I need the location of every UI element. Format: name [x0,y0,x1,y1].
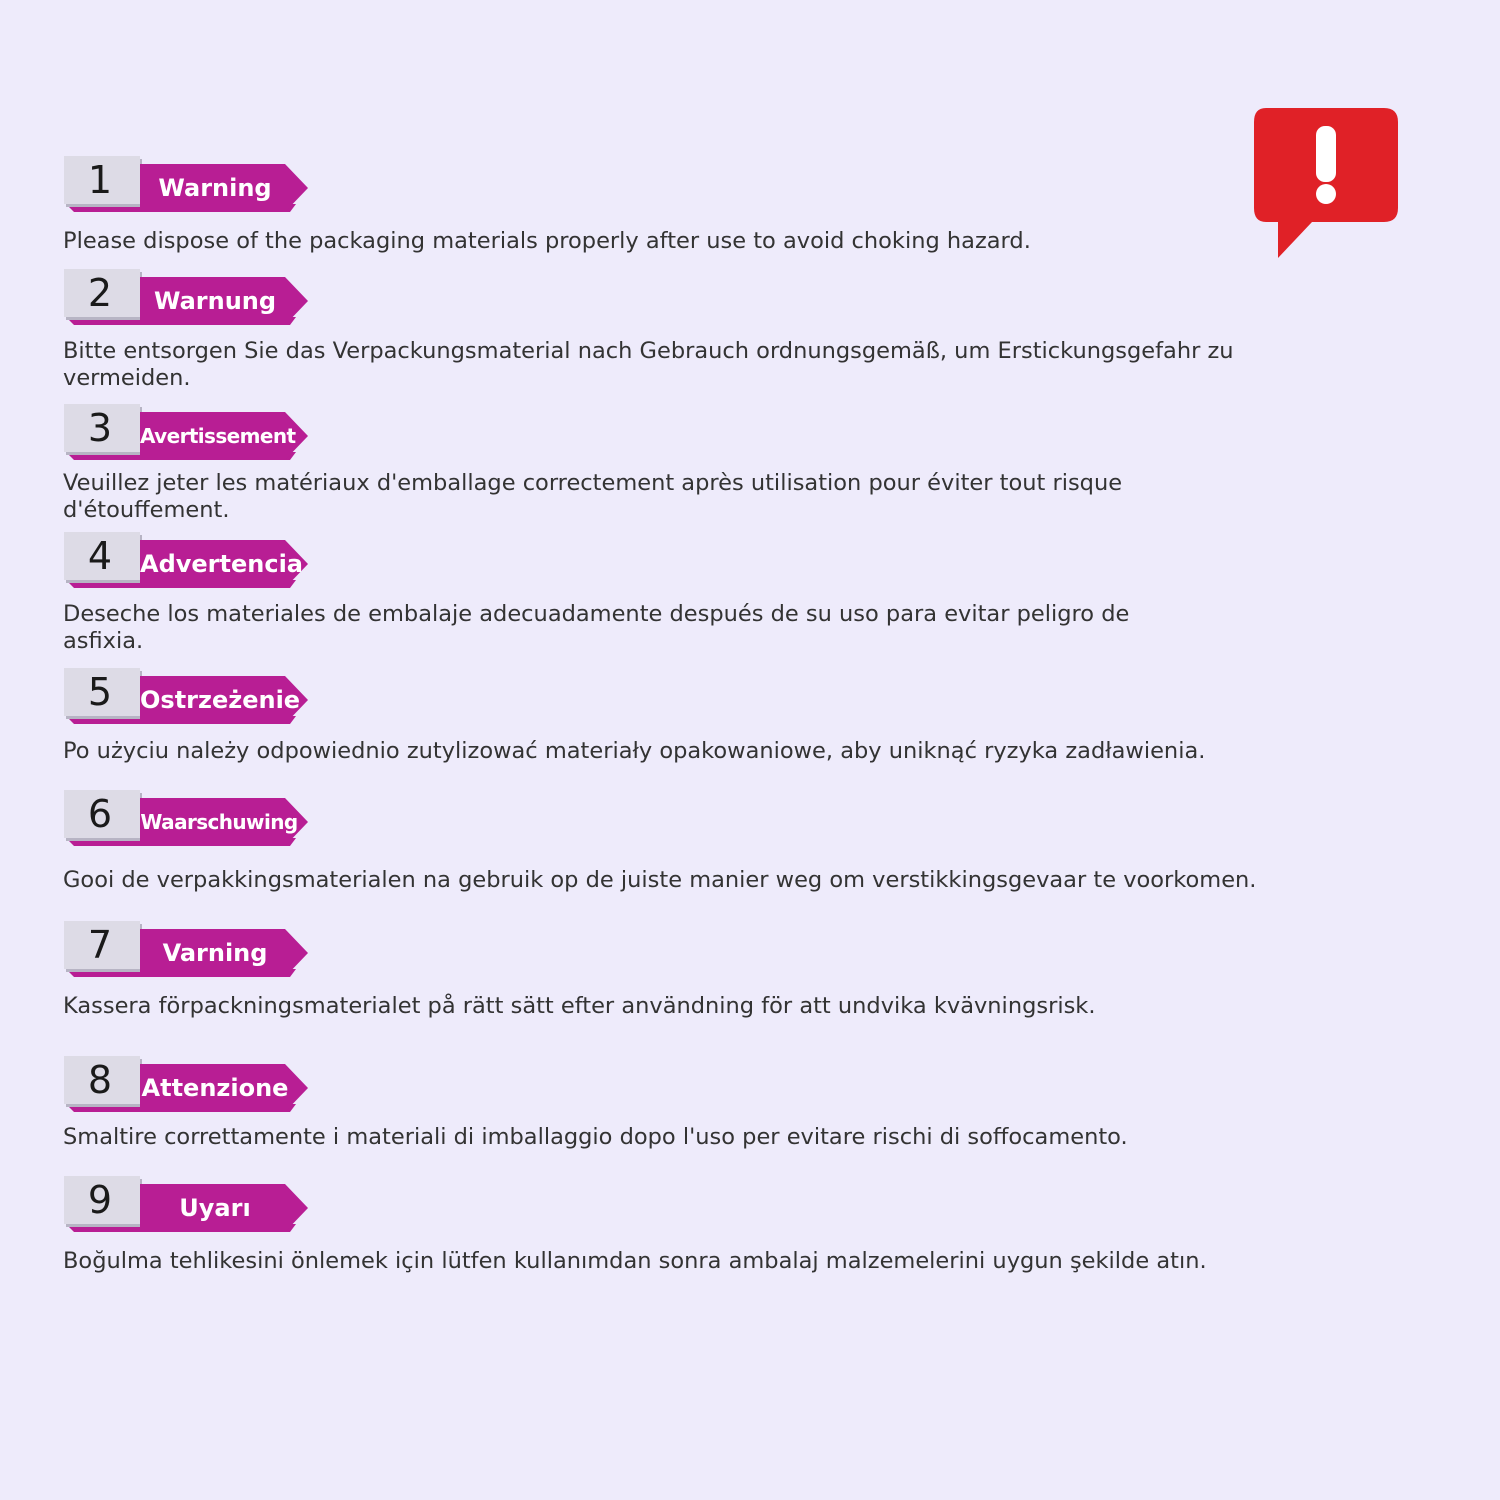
warning-number: 4 [87,534,113,578]
warning-text: Deseche los materiales de embalaje adecuadamente después de su uso para evitar peligro de asfixia. [63,601,1130,654]
warning-label: Warning [158,174,272,202]
warning-label: Waarschuwing [140,810,298,834]
warning-badge [64,1176,308,1234]
warning-badge [64,156,308,214]
warning-badge [64,269,308,327]
warning-number: 3 [87,406,113,450]
warning-number: 8 [87,1058,113,1102]
warning-label: Avertissement [140,424,296,448]
warning-number: 2 [87,271,113,315]
warning-number: 6 [87,792,113,836]
warning-number: 1 [87,158,113,202]
warning-number: 5 [87,670,113,714]
warning-label: Warnung [153,287,277,315]
warning-number: 9 [87,1178,113,1222]
warning-text: Smaltire correttamente i materiali di imballaggio dopo l'uso per evitare rischi di soffocamento. [63,1124,1128,1150]
warning-text: Kassera förpackningsmaterialet på rätt sätt efter användning för att undvika kvävningsrisk. [63,993,1096,1019]
warning-badge [64,404,308,462]
warning-badge [64,668,308,726]
warning-badge [64,921,308,979]
warning-badge [64,532,308,590]
warning-text: Veuillez jeter les matériaux d'emballage correctement après utilisation pour éviter tout risque d'étouffement. [63,470,1123,523]
warning-number: 7 [87,923,113,967]
warning-text: Boğulma tehlikesini önlemek için lütfen kullanımdan sonra ambalaj malzemelerini uygun şekilde atın. [63,1248,1207,1274]
exclamation-speech-bubble-icon [1252,106,1402,260]
warning-text: Bitte entsorgen Sie das Verpackungsmaterial nach Gebrauch ordnungsgemäß, um Erstickungsgefahr zu vermeiden. [63,338,1234,391]
warning-label: Uyarı [179,1194,251,1222]
warning-label: Attenzione [141,1074,289,1102]
warning-badge [64,1056,308,1114]
warning-text: Please dispose of the packaging materials properly after use to avoid choking hazard. [63,228,1031,254]
warning-badge [64,790,308,848]
warning-label: Advertencia [140,550,303,578]
warning-text: Po użyciu należy odpowiednio zutylizować materiały opakowaniowe, aby uniknąć ryzyka zadławienia. [63,738,1206,764]
warning-text: Gooi de verpakkingsmaterialen na gebruik op de juiste manier weg om verstikkingsgevaar te voorkomen. [63,867,1257,893]
warning-label: Ostrzeżenie [140,686,301,714]
warning-label: Varning [162,939,268,967]
